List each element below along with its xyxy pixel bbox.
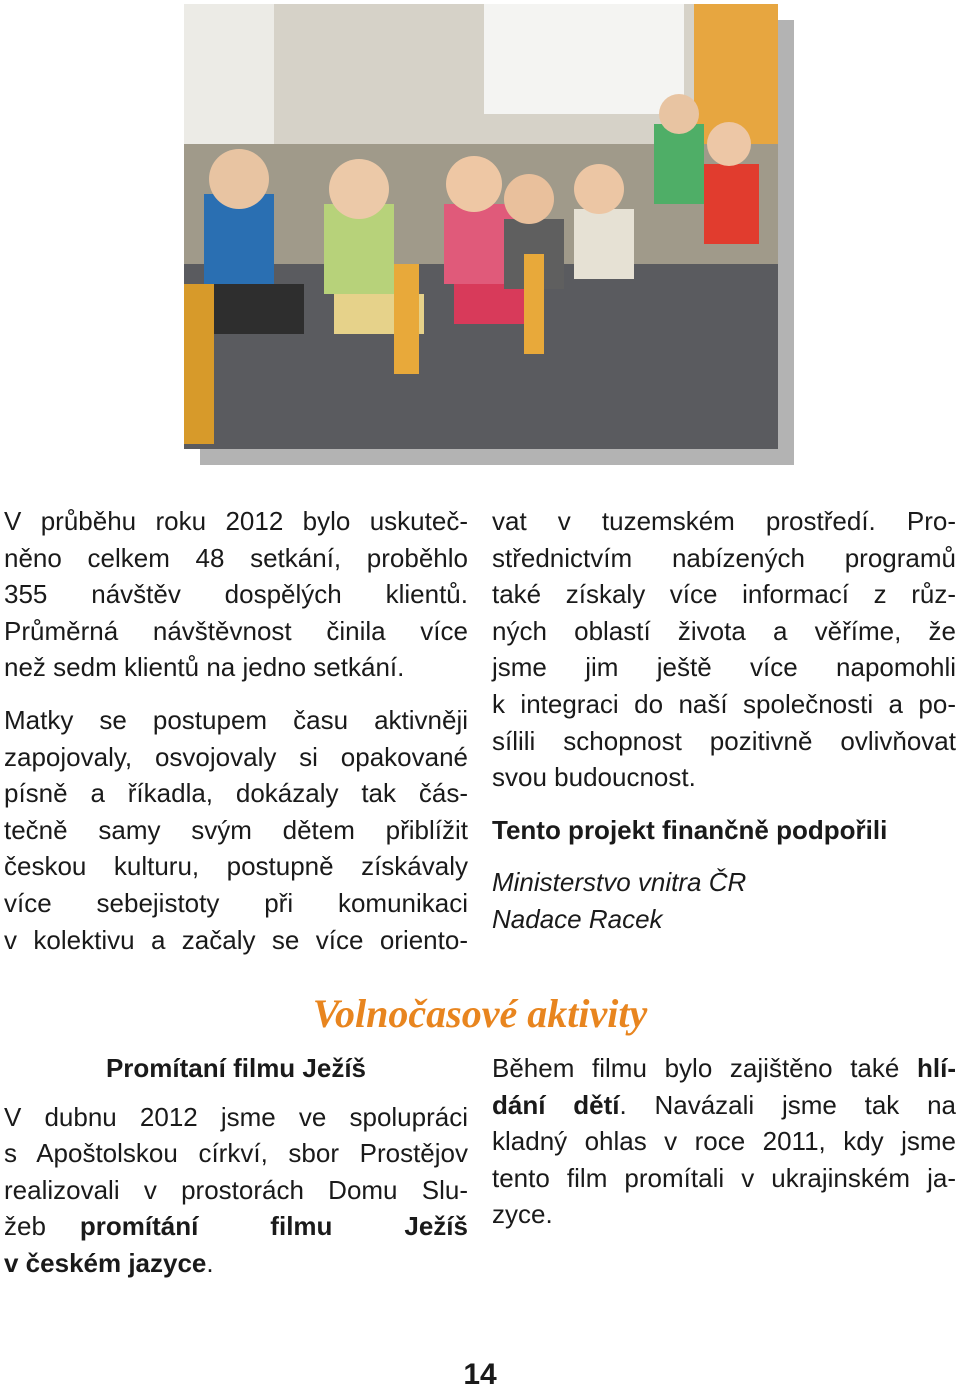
text-normal: žeb	[4, 1211, 80, 1242]
text-line: V dubnu 2012 jsme ve spolupráci	[4, 1101, 468, 1132]
section-title: Volnočasové aktivity	[312, 991, 648, 1036]
paragraph-film-continued	[492, 1050, 956, 1233]
text-line: realizovali v prostorách Domu Slu-	[4, 1174, 468, 1205]
article-right-column	[492, 503, 956, 938]
text-line: než sedm klientů na jedno setkání.	[4, 652, 405, 683]
text-line	[492, 1050, 956, 1087]
text-line: něno celkem 48 setkání, proběhlo	[4, 542, 468, 573]
text-bold: dání dětí	[492, 1089, 620, 1120]
paragraph-film	[4, 1099, 468, 1282]
text-line: svou budoucnost.	[492, 762, 696, 793]
text-bold: hlí-	[917, 1053, 956, 1083]
text-line: Průměrná návštěvnost činila více	[4, 615, 468, 646]
text-line: také získaly více informací z růz-	[492, 579, 956, 610]
text-bold: v českém jazyce	[4, 1247, 207, 1278]
text-line: kladný ohlas v roce 2011, kdy jsme	[492, 1126, 956, 1157]
text-line: V průběhu roku 2012 bylo uskuteč-	[4, 506, 468, 536]
text-bold: promítání filmu Ježíš	[79, 1211, 468, 1242]
text-line: s Apoštolskou církví, sbor Prostějov	[4, 1138, 468, 1169]
film-heading: Promítaní filmu Ježíš	[105, 1053, 367, 1083]
text-normal: . Navázali jsme tak na	[619, 1089, 956, 1120]
text-line: tečně samy svým dětem přiblížit	[4, 814, 468, 845]
text-line: zyce.	[492, 1199, 553, 1230]
text-line: střednictvím nabízených programů	[492, 542, 956, 573]
text-line: jsme jim ještě více napomohli	[492, 652, 956, 683]
paragraph-attendance	[4, 503, 468, 686]
paragraph-mothers	[4, 702, 468, 958]
support-heading: Tento projekt finančně podpořili	[492, 814, 888, 845]
sponsor-nadace: Nadace Racek	[492, 903, 663, 934]
text-line: vat v tuzemském prostředí. Pro-	[492, 506, 956, 536]
text-line: tento film promítali v ukrajinském ja-	[492, 1162, 956, 1193]
film-left-column	[4, 1050, 468, 1282]
photo-children-on-chairs	[184, 4, 778, 449]
text-line	[4, 1208, 468, 1245]
photo-illustration	[184, 4, 778, 449]
text-line	[492, 1087, 956, 1124]
text-line: více sebejistoty při komunikaci	[4, 887, 468, 918]
text-line: v kolektivu a začaly se více oriento-	[4, 924, 468, 955]
text-line: k integraci do naší společnosti a po-	[492, 688, 956, 719]
text-line: sílili schopnost pozitivně ovlivňovat	[492, 725, 956, 756]
text-line: ných oblastí života a věříme, že	[492, 615, 956, 646]
text-normal: .	[206, 1247, 214, 1278]
film-right-column	[492, 1050, 956, 1233]
text-line: zapojovaly, osvojovaly si opakované	[4, 741, 468, 772]
text-normal: Během filmu bylo zajištěno také	[492, 1053, 917, 1083]
sponsor-ministry: Ministerstvo vnitra ČR	[492, 867, 747, 898]
text-line: českou kulturu, postupně získávaly	[4, 851, 468, 882]
photo-frame	[184, 4, 778, 449]
text-line: písně a říkadla, dokázaly tak čás-	[4, 778, 468, 809]
page-number: 14	[463, 1358, 497, 1391]
text-line: 355 návštěv dospělých klientů.	[4, 579, 468, 610]
text-line	[4, 1245, 468, 1282]
text-line: Matky se postupem času aktivněji	[4, 704, 468, 735]
article-left-column	[4, 503, 468, 958]
paragraph-continuation	[492, 503, 956, 796]
